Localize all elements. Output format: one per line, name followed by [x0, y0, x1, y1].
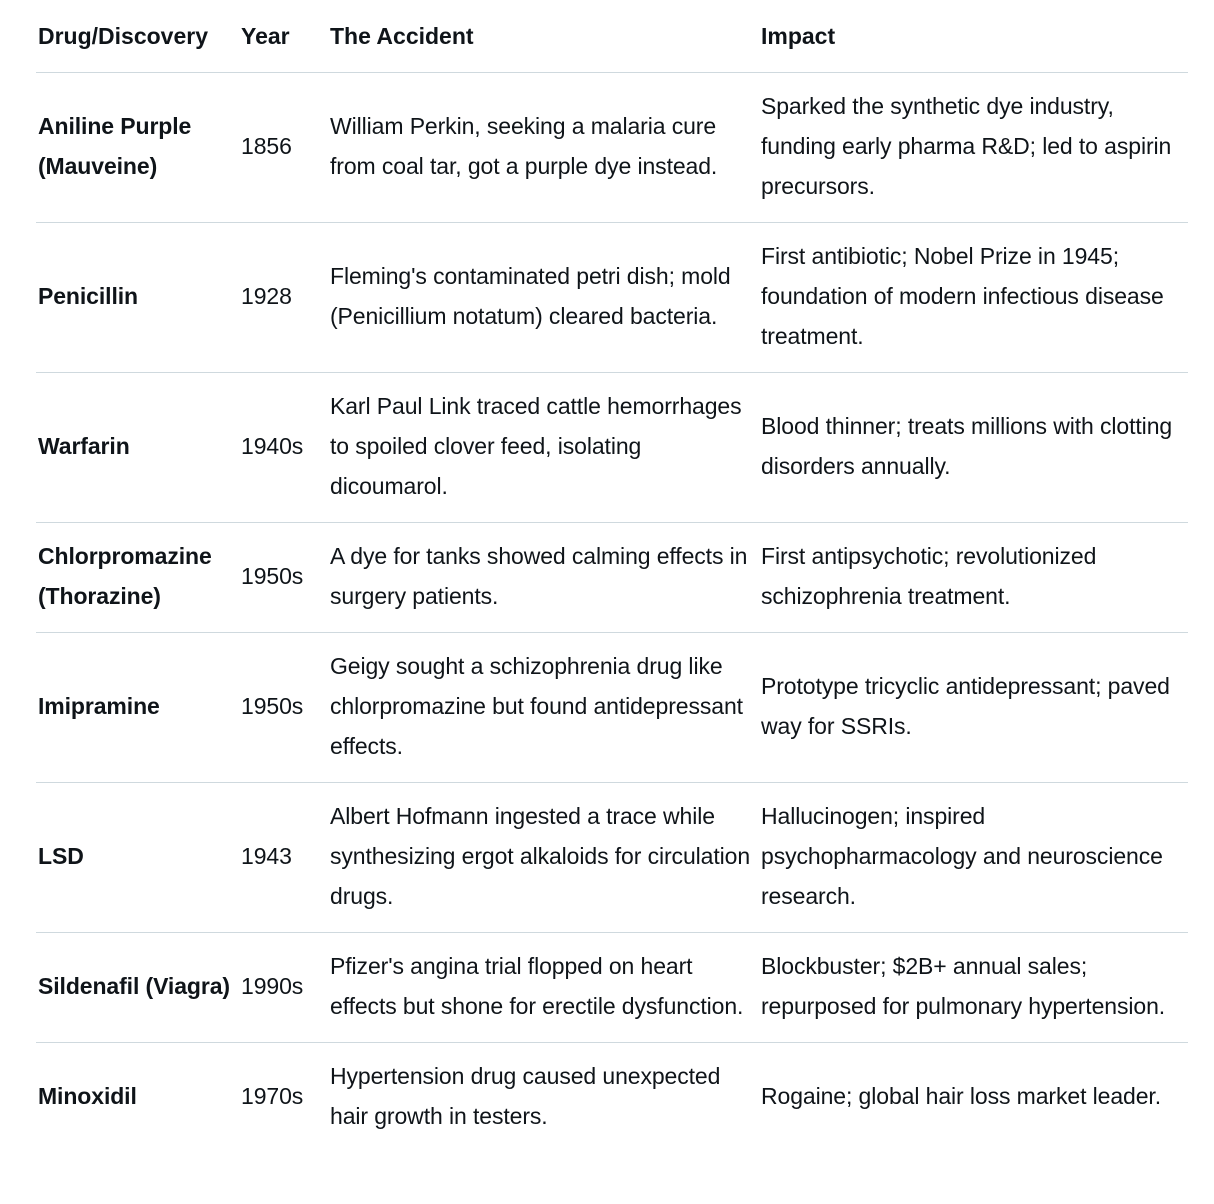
cell-impact: Prototype tricyclic antidepressant; paved way for SSRIs.	[759, 633, 1188, 783]
cell-drug: Sildenafil (Viagra)	[36, 933, 239, 1043]
cell-accident: Fleming's contaminated petri dish; mold (Penicillium notatum) cleared bacteria.	[328, 223, 759, 373]
cell-accident: Hypertension drug caused unexpected hair growth in testers.	[330, 1063, 721, 1129]
table-row	[36, 783, 1188, 933]
cell-impact: First antipsychotic; revolutionized schizophrenia treatment.	[759, 523, 1188, 633]
table-row	[36, 73, 1188, 223]
cell-drug: Chlorpromazine (Thorazine)	[36, 523, 239, 633]
table-row	[36, 223, 1188, 373]
cell-accident: Albert Hofmann ingested a trace while synthesizing ergot alkaloids for circulation drugs.	[328, 783, 759, 933]
table-row	[36, 633, 1188, 783]
cell-year: 1943	[239, 783, 328, 933]
cell-impact: First antibiotic; Nobel Prize in 1945; foundation of modern infectious disease treatment.	[759, 223, 1188, 373]
cell-impact: Rogaine; global hair loss market leader.	[761, 1083, 1162, 1109]
cell-year: 1950s	[239, 523, 328, 633]
cell-drug: Imipramine	[36, 633, 239, 783]
cell-year: 1970s	[241, 1083, 304, 1109]
discovery-table	[36, 0, 1188, 1152]
cell-impact: Blood thinner; treats millions with clotting disorders annually.	[759, 373, 1188, 523]
cell-year: 1950s	[239, 633, 328, 783]
cell-year: 1928	[239, 223, 328, 373]
table-row	[36, 523, 1188, 633]
cell-impact: Hallucinogen; inspired psychopharmacology and neuroscience research.	[759, 783, 1188, 933]
header-impact: Impact	[759, 0, 1188, 73]
cell-drug: Warfarin	[36, 373, 239, 523]
table-row	[36, 373, 1188, 523]
cell-accident: Geigy sought a schizophrenia drug like chlorpromazine but found antidepressant effects.	[328, 633, 759, 783]
cell-impact: Blockbuster; $2B+ annual sales; repurposed for pulmonary hypertension.	[759, 933, 1188, 1043]
header-drug: Drug/Discovery	[36, 0, 239, 73]
table-row	[36, 933, 1188, 1043]
cell-accident: Karl Paul Link traced cattle hemorrhages to spoiled clover feed, isolating dicoumarol.	[328, 373, 759, 523]
cell-accident: Pfizer's angina trial flopped on heart effects but shone for erectile dysfunction.	[328, 933, 759, 1043]
header-accident: The Accident	[328, 0, 759, 73]
cell-year: 1940s	[239, 373, 328, 523]
cell-year: 1990s	[239, 933, 328, 1043]
cell-accident: A dye for tanks showed calming effects in surgery patients.	[328, 523, 759, 633]
table-row	[36, 1043, 1188, 1153]
cell-drug: LSD	[36, 783, 239, 933]
header-year: Year	[239, 0, 328, 73]
cell-impact: Sparked the synthetic dye industry, funding early pharma R&D; led to aspirin precursors.	[759, 73, 1188, 223]
cell-drug: Penicillin	[36, 223, 239, 373]
cell-drug: Minoxidil	[38, 1083, 137, 1109]
cell-year: 1856	[239, 73, 328, 223]
cell-drug: Aniline Purple (Mauveine)	[36, 73, 239, 223]
cell-accident: William Perkin, seeking a malaria cure from coal tar, got a purple dye instead.	[328, 73, 759, 223]
table-header-row	[36, 0, 1188, 73]
discovery-table-container	[36, 0, 1188, 1152]
